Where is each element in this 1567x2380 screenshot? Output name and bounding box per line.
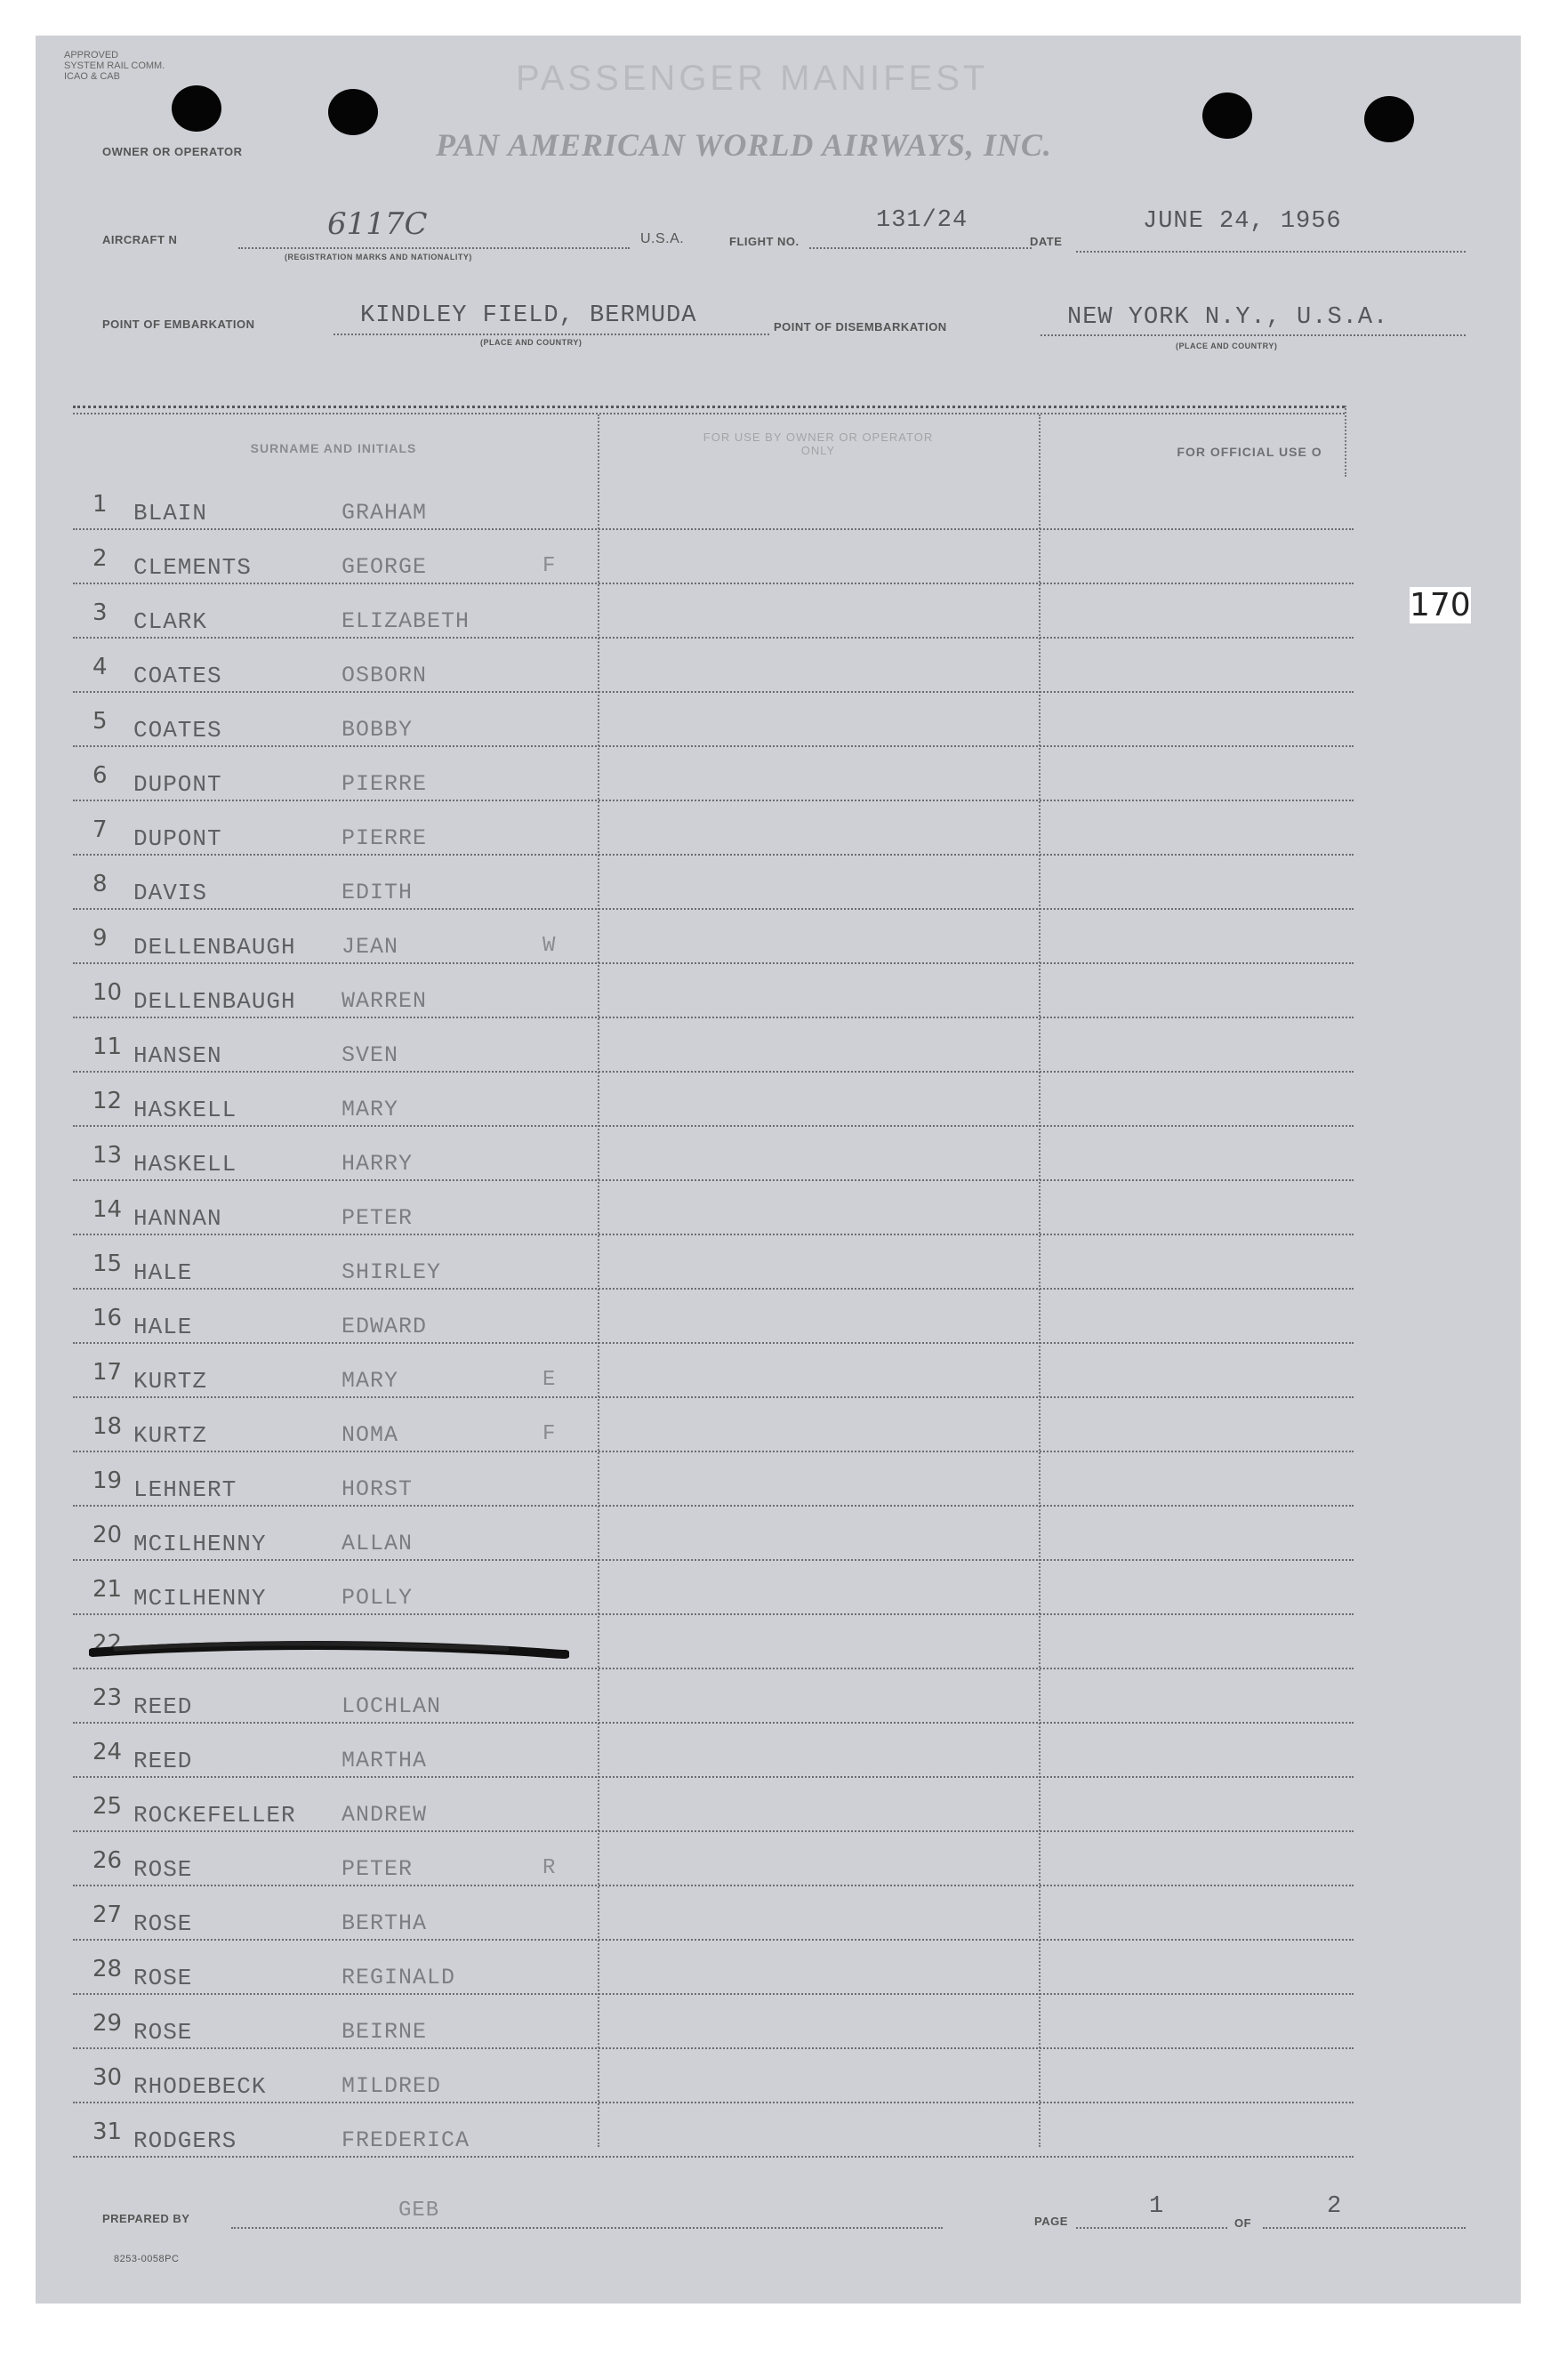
passenger-surname: COATES <box>133 717 222 744</box>
disembarkation-value: NEW YORK N.Y., U.S.A. <box>1067 304 1389 331</box>
of-value: 2 <box>1327 2193 1343 2220</box>
row-rule <box>73 1288 1354 1290</box>
row-rule <box>73 908 1354 910</box>
row-number: 9 <box>92 925 108 952</box>
passenger-given-name: OSBORN <box>342 663 428 688</box>
row-number: 3 <box>92 599 108 626</box>
passenger-given-name: ELIZABETH <box>342 608 470 634</box>
passenger-given-name: POLLY <box>342 1585 414 1611</box>
aircraft-value: 6117C <box>327 206 428 242</box>
passenger-initial: F <box>542 554 556 578</box>
passenger-surname: HASKELL <box>133 1151 237 1178</box>
row-rule <box>73 854 1354 856</box>
passenger-surname: KURTZ <box>133 1422 208 1449</box>
prepared-value: GEB <box>398 2199 440 2223</box>
passenger-surname: ROSE <box>133 1910 193 1937</box>
row-number: 29 <box>92 2010 123 2037</box>
form-code: 8253-0058PC <box>114 2254 180 2264</box>
redaction-scribble <box>89 1638 569 1663</box>
flight-label: FLIGHT NO. <box>729 235 800 248</box>
row-rule <box>73 1722 1354 1724</box>
row-number: 17 <box>92 1359 123 1386</box>
of-underline <box>1263 2227 1466 2229</box>
passenger-surname: HANSEN <box>133 1042 222 1069</box>
passenger-surname: MCILHENNY <box>133 1531 267 1557</box>
embarkation-caption: (PLACE AND COUNTRY) <box>480 338 583 347</box>
passenger-given-name: BOBBY <box>342 717 414 743</box>
row-number: 21 <box>92 1576 123 1603</box>
passenger-surname: MCILHENNY <box>133 1585 267 1612</box>
disembarkation-caption: (PLACE AND COUNTRY) <box>1176 342 1278 350</box>
date-label: DATE <box>1030 235 1063 248</box>
row-rule <box>73 1559 1354 1561</box>
owner-column-header: FOR USE BY OWNER OR OPERATOR ONLY <box>703 430 934 457</box>
passenger-surname: COATES <box>133 663 222 689</box>
row-rule <box>73 691 1354 693</box>
passenger-surname: HALE <box>133 1259 193 1286</box>
owner-label: OWNER OR OPERATOR <box>102 145 243 158</box>
passenger-given-name: HORST <box>342 1476 414 1502</box>
row-rule <box>73 1396 1354 1398</box>
disembarkation-label: POINT OF DISEMBARKATION <box>774 320 947 334</box>
row-number: 14 <box>92 1196 123 1223</box>
passenger-surname: BLAIN <box>133 500 208 527</box>
row-number: 19 <box>92 1467 123 1494</box>
row-number: 31 <box>92 2119 123 2145</box>
passenger-given-name: MARTHA <box>342 1748 428 1773</box>
passenger-surname: REED <box>133 1748 193 1774</box>
flight-value: 131/24 <box>876 207 968 234</box>
row-number: 30 <box>92 2064 123 2091</box>
passenger-surname: HALE <box>133 1314 193 1340</box>
approval-note: APPROVED SYSTEM RAIL COMM. ICAO & CAB <box>64 50 165 82</box>
table-top-rule <box>73 406 1345 408</box>
date-underline <box>1076 251 1466 253</box>
row-rule <box>73 1993 1354 1995</box>
row-rule <box>73 962 1354 964</box>
row-number: 27 <box>92 1902 123 1928</box>
disembarkation-underline <box>1041 334 1466 336</box>
manifest-sheet <box>36 36 1521 2304</box>
passenger-surname: CLARK <box>133 608 208 635</box>
official-column-header: FOR OFFICIAL USE O <box>1177 445 1322 459</box>
passenger-given-name: EDWARD <box>342 1314 428 1339</box>
row-number: 7 <box>92 816 108 843</box>
row-rule <box>73 800 1354 801</box>
row-rule <box>73 2156 1354 2158</box>
row-number: 22 <box>92 1630 123 1657</box>
passenger-given-name: SVEN <box>342 1042 399 1068</box>
embarkation-value: KINDLEY FIELD, BERMUDA <box>360 302 697 329</box>
row-rule <box>73 1451 1354 1452</box>
punch-hole-2 <box>328 89 378 135</box>
passenger-surname: ROSE <box>133 1856 193 1883</box>
row-number: 2 <box>92 545 108 572</box>
row-rule <box>73 1885 1354 1886</box>
passenger-given-name: PETER <box>342 1205 414 1231</box>
passenger-surname: DUPONT <box>133 825 222 852</box>
passenger-surname: HANNAN <box>133 1205 222 1232</box>
row-rule <box>73 1668 1354 1669</box>
row-rule <box>73 1179 1354 1181</box>
passenger-given-name: GEORGE <box>342 554 428 580</box>
page-underline <box>1076 2227 1227 2229</box>
row-rule <box>73 2047 1354 2049</box>
prepared-underline <box>231 2227 943 2229</box>
punch-hole-4 <box>1364 96 1414 142</box>
table-right-edge <box>1345 406 1346 477</box>
passenger-surname: LEHNERT <box>133 1476 237 1503</box>
row-number: 4 <box>92 654 108 680</box>
row-number: 5 <box>92 708 108 735</box>
row-number: 13 <box>92 1142 123 1169</box>
date-value: JUNE 24, 1956 <box>1143 208 1342 235</box>
usa-label: U.S.A. <box>640 231 685 246</box>
surname-column-header: SURNAME AND INITIALS <box>250 441 417 455</box>
row-number: 24 <box>92 1739 123 1765</box>
embarkation-underline <box>333 334 769 335</box>
airline-name: PAN AMERICAN WORLD AIRWAYS, INC. <box>436 127 1052 163</box>
row-number: 23 <box>92 1684 123 1711</box>
passenger-surname: CLEMENTS <box>133 554 252 581</box>
row-rule <box>73 2102 1354 2103</box>
passenger-given-name: ALLAN <box>342 1531 414 1556</box>
passenger-given-name: BEIRNE <box>342 2019 428 2045</box>
passenger-given-name: NOMA <box>342 1422 399 1448</box>
row-number: 25 <box>92 1793 123 1820</box>
passenger-initial: F <box>542 1422 556 1446</box>
passenger-given-name: HARRY <box>342 1151 414 1177</box>
row-number: 1 <box>92 491 108 518</box>
passenger-initial: W <box>542 934 556 958</box>
row-rule <box>73 1613 1354 1615</box>
row-number: 10 <box>92 979 123 1006</box>
flight-underline <box>809 247 1032 249</box>
passenger-surname: DELLENBAUGH <box>133 988 296 1015</box>
passenger-given-name: LOCHLAN <box>342 1693 442 1719</box>
aircraft-underline <box>238 247 630 249</box>
page-label: PAGE <box>1034 2215 1068 2228</box>
passenger-surname: RHODEBECK <box>133 2073 267 2100</box>
row-rule <box>73 637 1354 639</box>
passenger-given-name: EDITH <box>342 880 414 905</box>
passenger-given-name: PIERRE <box>342 825 428 851</box>
passenger-given-name: PETER <box>342 1856 414 1882</box>
passenger-given-name: REGINALD <box>342 1965 456 1990</box>
passenger-given-name: WARREN <box>342 988 428 1014</box>
passenger-surname: ROSE <box>133 2019 193 2046</box>
row-rule <box>73 1125 1354 1127</box>
column-divider-2 <box>1039 414 1041 2147</box>
of-label: OF <box>1234 2216 1252 2230</box>
row-rule <box>73 1939 1354 1941</box>
row-rule <box>73 1017 1354 1018</box>
passenger-given-name: GRAHAM <box>342 500 428 526</box>
row-rule <box>73 1071 1354 1073</box>
form-title: PASSENGER MANIFEST <box>516 59 989 98</box>
passenger-given-name: MILDRED <box>342 2073 442 2099</box>
table-top-rule-2 <box>73 413 1345 414</box>
row-rule <box>73 1342 1354 1344</box>
passenger-surname: RODGERS <box>133 2127 237 2154</box>
row-rule <box>73 1830 1354 1832</box>
punch-hole-1 <box>172 85 221 132</box>
row-number: 12 <box>92 1088 123 1114</box>
row-number: 18 <box>92 1413 123 1440</box>
passenger-surname: KURTZ <box>133 1368 208 1395</box>
passenger-surname: ROSE <box>133 1965 193 1991</box>
passenger-given-name: FREDERICA <box>342 2127 470 2153</box>
row-rule <box>73 583 1354 584</box>
row-number: 8 <box>92 871 108 897</box>
row-rule <box>73 745 1354 747</box>
row-number: 6 <box>92 762 108 789</box>
passenger-initial: E <box>542 1368 556 1392</box>
aircraft-label: AIRCRAFT N <box>102 233 178 246</box>
passenger-surname: ROCKEFELLER <box>133 1802 296 1829</box>
passenger-given-name: ANDREW <box>342 1802 428 1828</box>
column-divider-1 <box>598 414 599 2147</box>
embarkation-label: POINT OF EMBARKATION <box>102 318 255 331</box>
passenger-given-name: BERTHA <box>342 1910 428 1936</box>
punch-hole-3 <box>1202 92 1252 139</box>
passenger-surname: DELLENBAUGH <box>133 934 296 961</box>
passenger-surname: HASKELL <box>133 1097 237 1123</box>
passenger-surname: REED <box>133 1693 193 1720</box>
passenger-given-name: PIERRE <box>342 771 428 797</box>
row-number: 11 <box>92 1033 123 1060</box>
registration-caption: (REGISTRATION MARKS AND NATIONALITY) <box>285 253 472 261</box>
stamp-number: 170 <box>1410 587 1471 623</box>
passenger-given-name: SHIRLEY <box>342 1259 442 1285</box>
row-rule <box>73 528 1354 530</box>
row-number: 20 <box>92 1522 123 1548</box>
passenger-given-name: JEAN <box>342 934 399 960</box>
row-rule <box>73 1505 1354 1507</box>
passenger-surname: DAVIS <box>133 880 208 906</box>
page-value: 1 <box>1149 2193 1165 2220</box>
row-number: 28 <box>92 1956 123 1982</box>
passenger-given-name: MARY <box>342 1368 399 1394</box>
row-number: 26 <box>92 1847 123 1874</box>
passenger-given-name: MARY <box>342 1097 399 1122</box>
row-number: 16 <box>92 1305 123 1331</box>
prepared-label: PREPARED BY <box>102 2212 190 2225</box>
passenger-surname: DUPONT <box>133 771 222 798</box>
row-number: 15 <box>92 1250 123 1277</box>
row-rule <box>73 1776 1354 1778</box>
passenger-initial: R <box>542 1856 556 1880</box>
row-rule <box>73 1234 1354 1235</box>
